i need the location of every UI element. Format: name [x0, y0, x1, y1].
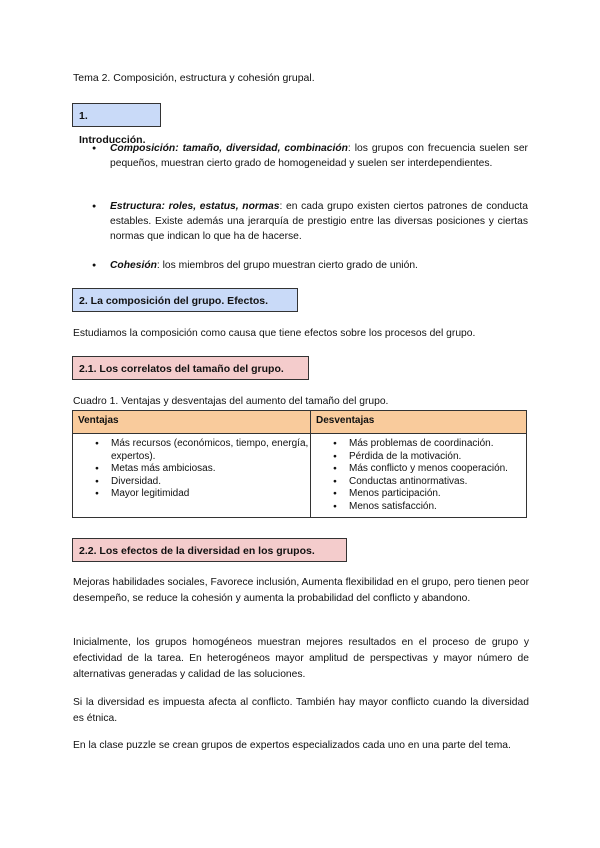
heading-introduccion: 1. Introducción.: [72, 103, 161, 127]
intro-bullet-list-3: [92, 258, 528, 273]
bullet-text: : los miembros del grupo muestran cierto grado de unión.: [156, 260, 418, 271]
composicion-intro: Estudiamos la composición como causa que tiene efectos sobre los procesos del grupo.: [73, 328, 476, 339]
list-item: ● Metas más ambiciosas.: [95, 463, 310, 476]
desventajas-cell: [311, 434, 527, 518]
list-item: ● Mayor legitimidad: [95, 488, 310, 501]
list-item: ● Diversidad.: [95, 476, 310, 489]
bullet-title: Composición: tamaño, diversidad, combinación: [110, 143, 348, 154]
ventajas-cell: [73, 434, 311, 518]
bullet-composicion: [92, 141, 528, 171]
list-item: ● Menos satisfacción.: [333, 501, 526, 514]
list-item: ● Más conflicto y menos cooperación.: [333, 463, 526, 476]
document-title: Tema 2. Composición, estructura y cohesión grupal.: [73, 72, 315, 84]
heading-diversidad: 2.2. Los efectos de la diversidad en los grupos.: [72, 538, 347, 562]
table-caption: Cuadro 1. Ventajas y desventajas del aumento del tamaño del grupo.: [73, 396, 389, 407]
heading-correlatos: 2.1. Los correlatos del tamaño del grupo.: [72, 356, 309, 380]
diversidad-paragraph-1: Mejoras habilidades sociales, Favorece inclusión, Aumenta flexibilidad en el grupo, pero tienen peor desempeño, se reduce la cohesión y aumenta la probabilidad del conflicto y abandono.: [73, 577, 529, 604]
intro-bullet-list: [92, 141, 528, 171]
diversidad-paragraph-3: Si la diversidad es impuesta afecta al conflicto. También hay mayor conflicto cuando la diversidad es étnica.: [73, 697, 529, 724]
list-item: ● Conductas antinormativas.: [333, 476, 526, 489]
bullet-estructura: [92, 199, 528, 244]
bullet-text: : en cada grupo existen ciertos patrones de conducta estables. Existe además una jerarquía de prestigio entre las diversas posiciones y ciertas normas que indican lo que ha de hacerse.: [110, 201, 528, 242]
bullet-title: Cohesión: [110, 260, 157, 271]
diversidad-paragraph-4: En la clase puzzle se crean grupos de expertos especializados cada uno en una parte del tema.: [73, 740, 511, 751]
intro-bullet-list-2: [92, 199, 528, 244]
list-item: ● Más problemas de coordinación.: [333, 438, 526, 451]
list-item: ● Pérdida de la motivación.: [333, 451, 526, 464]
ventajas-desventajas-table: [72, 410, 527, 518]
diversidad-paragraph-2: Inicialmente, los grupos homogéneos muestran mejores resultados en el proceso de grupo y efectividad de la tarea. En heterogéneos mayor amplitud de perspectivas y mayor número de alternativas generadas y calidad de las soluciones.: [73, 637, 529, 680]
header-ventajas: Ventajas: [73, 411, 311, 434]
heading-composicion: 2. La composición del grupo. Efectos.: [72, 288, 298, 312]
list-item: ● Más recursos (económicos, tiempo, energía, expertos).: [95, 438, 310, 463]
bullet-text: : los grupos con frecuencia suelen ser pequeños, muestran cierto grado de homogeneidad y suelen ser interdependientes.: [110, 143, 528, 169]
bullet-title: Estructura: roles, estatus, normas: [110, 201, 280, 212]
bullet-cohesion: [92, 258, 528, 273]
list-item: ● Menos participación.: [333, 488, 526, 501]
header-desventajas: Desventajas: [311, 411, 527, 434]
